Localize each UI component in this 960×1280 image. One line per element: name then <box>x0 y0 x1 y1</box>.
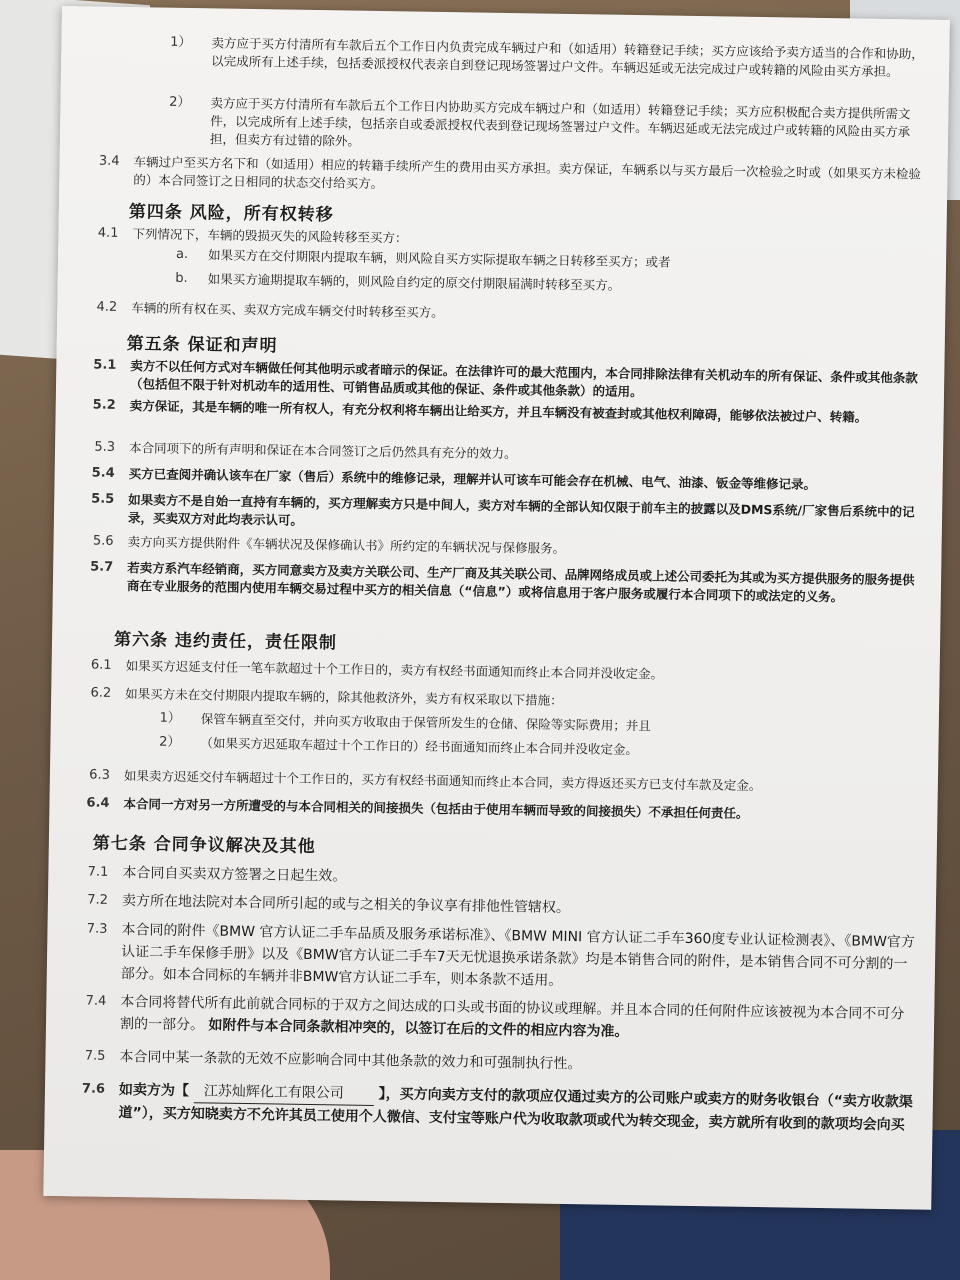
clause-6-2: 6.2 如果买方未在交付期限内提取车辆的，除其他救济外，卖方有权采取以下措施： <box>90 685 563 708</box>
clause-7-5: 7.5 本合同中某一条款的无效不应影响合同中其他条款的效力和可强制执行性。 <box>84 1048 582 1073</box>
article-6-heading: 第六条 违约责任，责任限制 <box>113 629 338 654</box>
clause-5-1: 5.1 卖方不以任何方式对车辆做任何其他明示或者暗示的保证。在法律许可的最大范围内，本合同排除法律有关机动车的所有保证、条件或其他条款（包括但不限于针对机动车的适用性、可销售品质或其他的保证、条件或其他条款）的适用。 <box>93 357 918 400</box>
clause-7-4-text: 本合同将替代所有此前就合同标的于双方之间达成的口头或书面的协议或理解。并且本合同的任何附件应该被视为本合同不可分割的一部分。 <box>119 994 905 1034</box>
clause-7-6-text: 】，买方向卖方支付的款项应仅通过卖方的公司账户或卖方的财务收银台（“卖方收款渠道”），买方知晓卖方不允许其员工使用个人微信、支付宝等账户代为收取款项或代为转交现金，卖方就所有收到的款项均会向买 <box>118 1086 913 1134</box>
seller-name-field: 江苏灿辉化工有限公司 <box>194 1080 374 1106</box>
article-7-heading: 第七条 合同争议解决及其他 <box>92 833 316 858</box>
clause-5-2: 5.2 卖方保证，其是车辆的唯一所有权人，有充分权利将车辆出让给买方，并且车辆没有被查封或其他权利障碍，能够依法被过户、转籍。 <box>92 397 868 425</box>
clause-7-6: 7.6 如卖方为【 江苏灿辉化工有限公司 】，买方向卖方支付的款项应仅通过卖方的公司账户或卖方的财务收银台（“卖方收款渠道”），买方知晓卖方不允许其员工使用个人微信、支付宝等账户代为收取款项或代为转交现金，卖方就所有收到的款项均会向买 <box>81 1081 913 1134</box>
article-5-heading: 第五条 保证和声明 <box>126 334 278 357</box>
clause-4-2: 4.2 车辆的所有权在买、卖双方完成车辆交付时转移至买方。 <box>96 299 444 321</box>
clause-7-1: 7.1 本合同自买卖双方签署之日起生效。 <box>87 864 347 885</box>
clause-6-2-item-2: 2） （如果买方迟延取车超过十个工作日的）经书面通知而终止本合同并没收定金。 <box>159 734 639 758</box>
clause-6-2-item-1: 1） 保管车辆直至交付，并向买方收取由于保管所发生的仓储、保险等实际费用；并且 <box>159 710 651 734</box>
clause-4-1-a: a. 如果买方在交付期限内提取车辆，则风险自买方实际提取车辆之日转移至买方；或者 <box>175 246 671 270</box>
contract-page <box>43 6 950 1210</box>
clause-7-2: 7.2 卖方所在地法院对本合同所引起的或与之相关的争议享有排他性管辖权。 <box>87 892 571 917</box>
clause-7-4-bold-text: 如附件与本合同条款相冲突的，以签订在后的文件的相应内容为准。 <box>208 1017 629 1041</box>
clause-3-3-item-2: 2） 卖方应于买方付清所有车款后五个工作日内协助买方完成车辆过户和（如适用）转籍登记手续；买方应积极配合卖方提供所需文件，以完成所有上述手续，包括亲自或委派授权代表到登记现场签署过户文件。车辆迟延或无法完成过户或转籍的风险由买方承担，但卖方有过错的除外。 <box>169 94 911 149</box>
clause-3-4: 3.4 车辆过户至买方名下和（如适用）相应的转籍手续所产生的费用由买方承担。卖方保证，车辆系以与买方最后一次检验之时或（如果买方未检验的）本合同签订之日相同的状态交付给买方。 <box>98 153 922 192</box>
clause-5-4: 5.4 买方已查阅并确认该车在厂家（售后）系统中的维修记录，理解并认可该车可能会存在机械、电气、油漆、钣金等维修记录。 <box>91 465 817 492</box>
clause-5-7: 5.7 若卖方系汽车经销商，买方同意卖方及卖方关联公司、生产厂商及其关联公司、品牌网络成员或上述公司委托为其或为买方提供服务的服务提供商在专业服务的范围内使用车辆交易过程中买方的相关信息（“信息”）或将信息用于客户服务或履行本合同项下的或法定的义务。 <box>90 559 915 605</box>
clause-6-3: 6.3 如果卖方迟延交付车辆超过十个工作日的，买方有权经书面通知而终止本合同，卖方得返还买方已支付车款及定金。 <box>89 767 762 794</box>
clause-4-1-b: b. 如果买方逾期提取车辆的，则风险自约定的原交付期限届满时转移至买方。 <box>175 270 621 293</box>
clause-6-4: 6.4 本合同一方对另一方所遭受的与本合同相关的间接损失（包括由于使用车辆而导致的间接损失）不承担任何责任。 <box>86 795 749 821</box>
clause-3-3-item-1: 1） 卖方应于买方付清所有车款后五个工作日内负责完成车辆过户和（如适用）转籍登记手续；买方应该给予卖方适当的合作和协助，以完成所有上述手续，包括委派授权代表亲自到登记现场签署过户文件。车辆迟延或无法完成过户或转籍的风险由买方承担。 <box>170 34 924 80</box>
clause-7-6-prefix: 如卖方为【 <box>118 1082 190 1100</box>
clause-4-1: 4.1 下列情况下，车辆的毁损灭失的风险转移至买方： <box>97 225 408 246</box>
article-4-heading: 第四条 风险，所有权转移 <box>128 202 334 226</box>
clause-5-3: 5.3 本合同项下的所有声明和保证在本合同签订之后仍然具有充分的效力。 <box>94 439 517 462</box>
clause-5-6: 5.6 卖方向买方提供附件《车辆状况及保修确认书》所约定的车辆状况与保修服务。 <box>92 533 566 556</box>
clause-5-5: 5.5 如果卖方不是自始一直持有车辆的，买方理解卖方只是中间人，卖方对车辆的全部认知仅限于前车主的披露以及DMS系统/厂家售后系统中的记录，买卖双方对此均表示认可。 <box>91 491 915 528</box>
clause-7-3: 7.3 本合同的附件《BMW 官方认证二手车品质及服务承诺标准》、《BMW MINI 官方认证二手车360度专业认证检测表》、《BMW官方认证二手车保修手册》以及《BMW官方认证二手车7天无忧退换承诺条款》均是本销售合同的附件，是本销售合同不可分割的一部分。如本合同标的车辆并非BMW官方认证二手车，则本条款不适用。 <box>86 921 915 989</box>
clause-6-1: 6.1 如果买方迟延支付任一笔车款超过十个工作日的，卖方有权经书面通知而终止本合同并没收定金。 <box>90 657 664 682</box>
clause-7-4: 7.4 本合同将替代所有此前就合同标的于双方之间达成的口头或书面的协议或理解。并且本合同的任何附件应该被视为本合同不可分割的一部分。 如附件与本合同条款相冲突的，以签订在后的文件的相应内容为准。 <box>85 993 905 1041</box>
